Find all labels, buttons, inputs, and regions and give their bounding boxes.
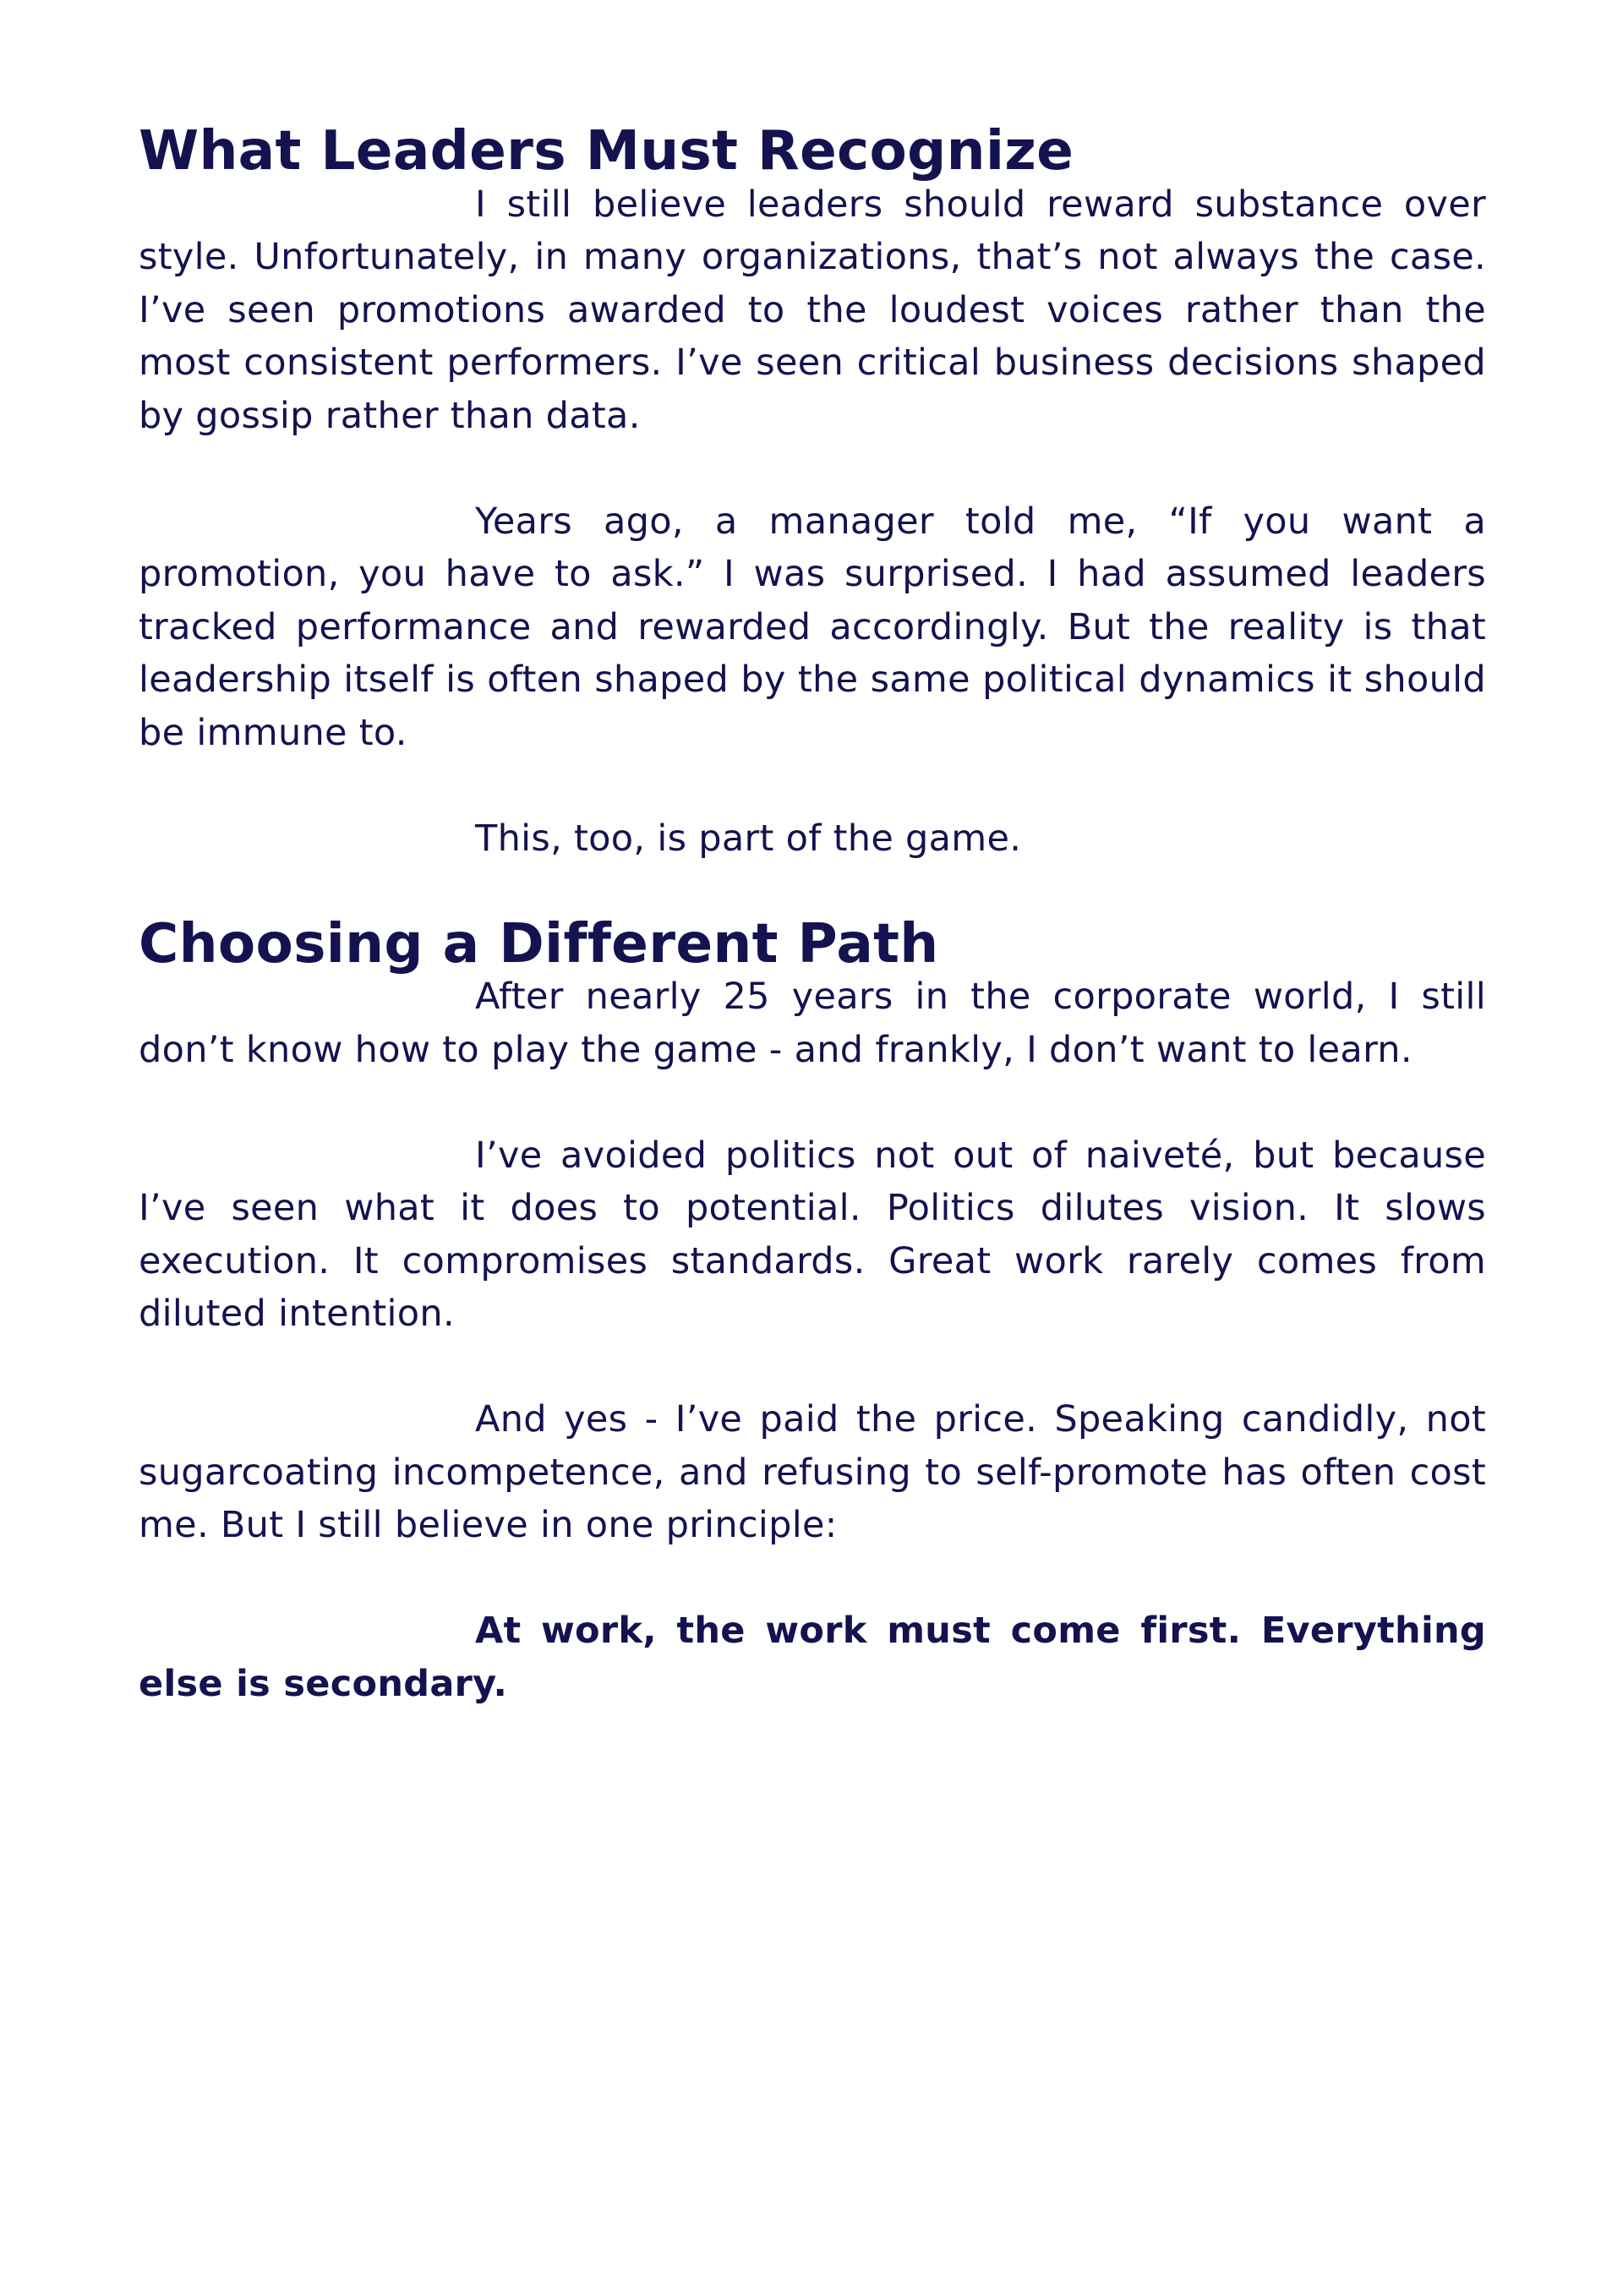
paragraph-gap bbox=[139, 759, 1486, 812]
paragraph: I’ve avoided politics not out of naiveté, but because I’ve seen what it does to potential. Politics dilutes vision. It slows execution. It compromises standards. Great work rarely comes from diluted intention. bbox=[139, 1134, 1486, 1335]
section-gap bbox=[139, 865, 1486, 918]
paragraph: Years ago, a manager told me, “If you want a promotion, you have to ask.” I was surprised. I had assumed leaders tracked performance and rewarded accordingly. But the reality is that leadership itself is often shaped by the same political dynamics it should be immune to. bbox=[139, 500, 1486, 754]
paragraph-gap bbox=[139, 442, 1486, 495]
closing-statement: At work, the work must come first. Everything else is secondary. bbox=[139, 1610, 1486, 1705]
section-heading: What Leaders Must Recognize bbox=[139, 119, 1074, 183]
paragraph-gap bbox=[139, 1341, 1486, 1394]
paragraph-gap bbox=[139, 1076, 1486, 1129]
section-heading: Choosing a Different Path bbox=[139, 911, 939, 976]
section-what-leaders-must-recognize bbox=[139, 119, 1486, 865]
section-choosing-a-different-path bbox=[139, 911, 1486, 1711]
paragraph: After nearly 25 years in the corporate world, I still don’t know how to play the game - and frankly, I don’t want to learn. bbox=[139, 976, 1486, 1071]
paragraph-gap bbox=[139, 1552, 1486, 1605]
paragraph: I still believe leaders should reward substance over style. Unfortunately, in many organizations, that’s not always the case. I’ve seen promotions awarded to the loudest voices rather than the most consistent performers. I’ve seen critical business decisions shaped by gossip rather than data. bbox=[139, 183, 1486, 437]
paragraph: And yes - I’ve paid the price. Speaking candidly, not sugarcoating incompetence, and refusing to self-promote has often cost me. But I still believe in one principle: bbox=[139, 1398, 1486, 1546]
paragraph: This, too, is part of the game. bbox=[475, 817, 1022, 860]
document-page bbox=[139, 119, 1486, 1710]
